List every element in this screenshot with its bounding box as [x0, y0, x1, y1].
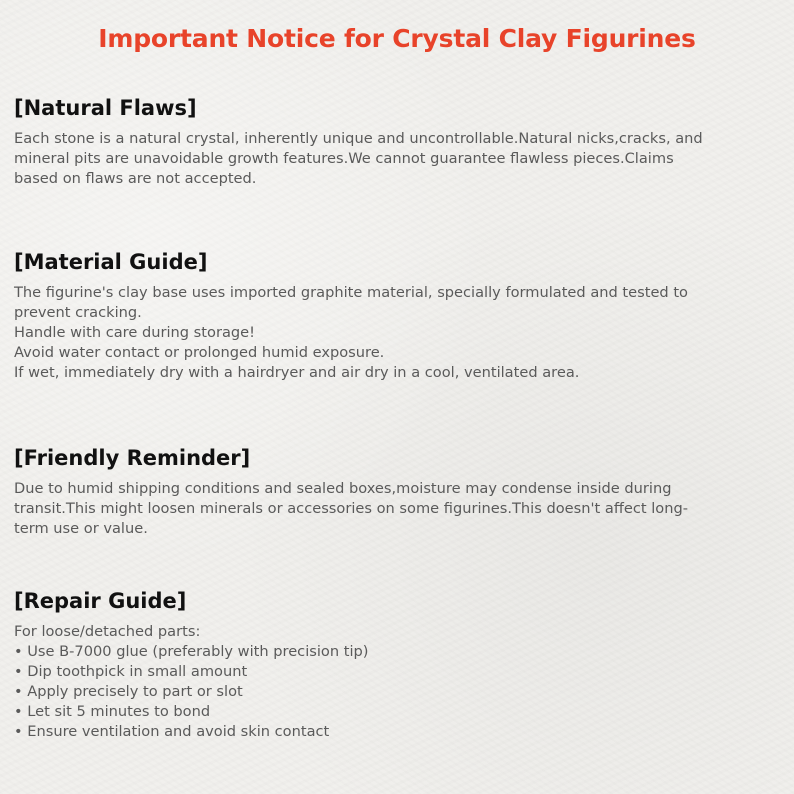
body-line: Avoid water contact or prolonged humid exposure.	[14, 344, 385, 361]
body-line: Due to humid shipping conditions and sealed boxes,moisture may condense inside during	[14, 480, 672, 497]
section-friendly-reminder	[12, 446, 782, 539]
body-line: term use or value.	[14, 520, 148, 537]
section-heading: [Friendly Reminder]	[14, 446, 251, 470]
section-heading: [Repair Guide]	[14, 589, 187, 613]
section-repair-guide	[12, 589, 782, 742]
body-line: based on flaws are not accepted.	[14, 170, 257, 187]
page-title: Important Notice for Crystal Clay Figurines	[98, 24, 696, 53]
body-line: transit.This might loosen minerals or accessories on some figurines.This doesn't affect long-	[14, 500, 688, 517]
section-material-guide	[12, 250, 782, 383]
section-body	[14, 283, 782, 383]
bullet-line: • Apply precisely to part or slot	[14, 683, 243, 700]
bullet-line: • Dip toothpick in small amount	[14, 663, 248, 680]
section-natural-flaws	[12, 96, 782, 189]
body-line: Handle with care during storage!	[14, 324, 255, 341]
body-line: prevent cracking.	[14, 304, 142, 321]
body-line: Each stone is a natural crystal, inherently unique and uncontrollable.Natural nicks,cracks, and	[14, 130, 703, 147]
body-line: mineral pits are unavoidable growth features.We cannot guarantee flawless pieces.Claims	[14, 150, 674, 167]
bullet-line: • Let sit 5 minutes to bond	[14, 703, 211, 720]
section-heading: [Natural Flaws]	[14, 96, 197, 120]
body-line: If wet, immediately dry with a hairdryer and air dry in a cool, ventilated area.	[14, 364, 580, 381]
body-line: The figurine's clay base uses imported graphite material, specially formulated and tested to	[14, 284, 688, 301]
section-body	[14, 129, 782, 189]
bullet-line: • Use B-7000 glue (preferably with precision tip)	[14, 643, 369, 660]
section-body	[14, 479, 782, 539]
section-body	[14, 622, 782, 742]
body-line: For loose/detached parts:	[14, 623, 201, 640]
section-heading: [Material Guide]	[14, 250, 208, 274]
bullet-line: • Ensure ventilation and avoid skin contact	[14, 723, 330, 740]
